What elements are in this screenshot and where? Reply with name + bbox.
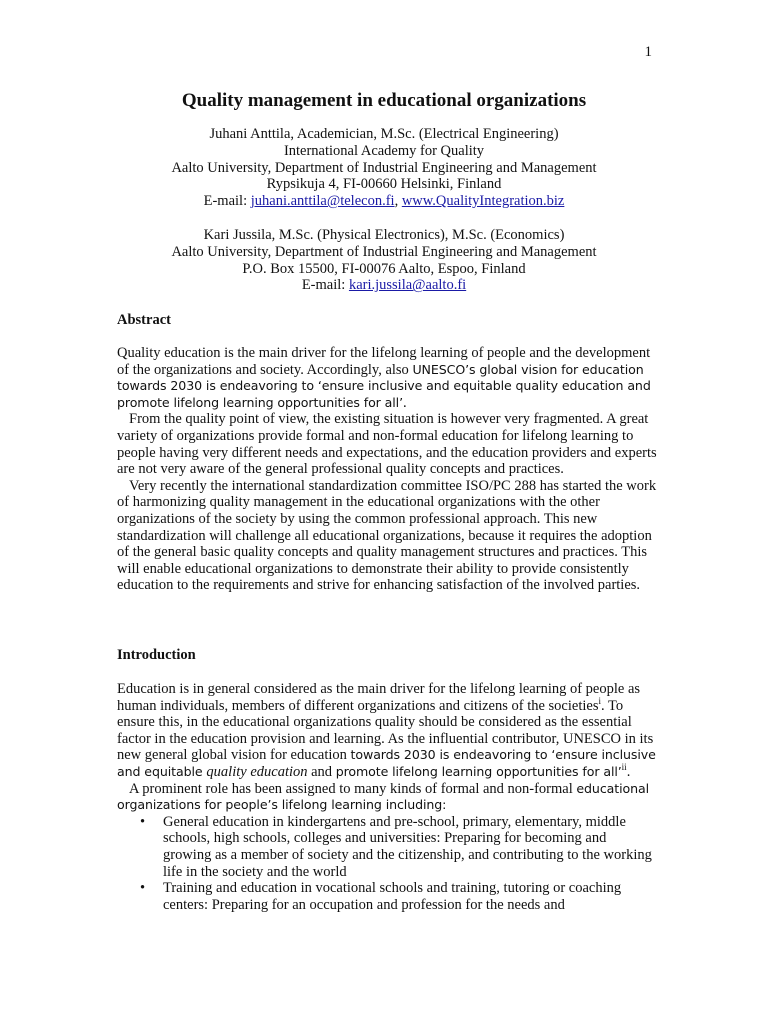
intro-p1-e: promote lifelong learning opportunities for all’ [335,763,622,779]
introduction-body [117,681,657,913]
introduction-heading: Introduction [117,647,196,663]
introduction-paragraph-1 [117,681,657,781]
author1-department: Aalto University, Department of Industrial Engineering and Management [171,159,597,176]
author2-email-label: E-mail: [301,277,349,294]
author2-contact [0,277,768,294]
page-number: 1 [644,44,652,60]
abstract-p1-text: Quality education is the main driver for the lifelong learning of people and the development of the organizations and society. Accordingly, also [117,345,651,378]
abstract-heading: Abstract [117,312,171,328]
abstract-p1-end: . [402,394,407,411]
author2-name: Kari Jussila, M.Sc. (Physical Electronics), M.Sc. (Economics) [203,227,565,243]
bullet-icon: • [140,880,146,897]
author-block-1 [0,126,768,210]
author1-email-link[interactable]: juhani.anttila@telecon.fi [250,193,395,210]
unesco-quote: UNESCO’s global vision for education towards 2030 is endeavoring to ‘ensure inclusive and equitable quality education and promote lifelong learning opportunities for all’ [117,361,651,410]
author1-address: Rypsikuja 4, FI-00660 Helsinki, Finland [266,176,502,193]
footnote-ref-ii[interactable]: ii [621,762,627,773]
footnote-ref-i[interactable]: i [598,695,601,706]
intro-p1-d: and [307,763,336,780]
list-item-text: Training and education in vocational schools and training, tutoring or coaching centers: Preparing for an occupation and profession for the needs and [163,880,622,913]
author1-affiliation: International Academy for Quality [283,142,485,159]
author-block-2 [0,227,768,294]
intro-p1-c: towards 2030 is endeavoring to ‘ensure inclusive and equitable [117,747,656,779]
intro-p2-b: educational organizations for people’s lifelong learning including: [117,780,649,813]
intro-p1-f: . [626,763,631,780]
education-type-list [117,814,657,914]
list-item [117,814,657,880]
list-item-text: General education in kindergartens and pre-school, primary, elementary, middle schools, high schools, colleges and universities: Preparing for becoming and growing as a member of society and the citizenship, and contributing to the working life in the society and the world [163,813,652,880]
author1-name: Juhani Anttila, Academician, M.Sc. (Electrical Engineering) [209,126,559,142]
author1-email-label: E-mail: [203,193,251,210]
intro-p2-a: A prominent role has been assigned to many kinds of formal and non-formal [129,780,577,797]
bullet-icon: • [140,813,146,830]
introduction-section [117,647,657,664]
author1-website-link[interactable]: www.QualityIntegration.biz [401,193,565,210]
author2-address: P.O. Box 15500, FI-00076 Aalto, Espoo, Finland [242,260,526,277]
abstract-section [117,312,657,329]
intro-emphasis: quality education [206,763,308,780]
abstract-paragraph-2: From the quality point of view, the existing situation is however very fragmented. A great variety of organizations provide formal and non-formal education for lifelong learning to people having very different needs and expectations, and the education providers and experts are not very aware of the general professional quality concepts and practices. [117,411,657,478]
intro-p1-a: Education is in general considered as the main driver for the lifelong learning of people as human individuals, members of different organizations and citizens of the societies [117,681,641,714]
author1-separator: , [394,193,402,210]
abstract-paragraph-1 [117,345,657,411]
introduction-paragraph-2 [117,781,657,814]
author2-email-link[interactable]: kari.jussila@aalto.fi [348,277,467,294]
abstract-paragraph-3: Very recently the international standardization committee ISO/PC 288 has started the work of harmonizing quality management in the educational organizations with the other organizations of the society by using the common professional approach. This new standardization will challenge all educational organizations, because it requires the adoption of the general basic quality concepts and quality management structures and practices. This will enable educational organizations to demonstrate their ability to provide consistently education to the requirements and strive for enhancing satisfaction of the involved parties. [117,477,657,594]
paper-title: Quality management in educational organizations [181,90,587,111]
author1-contact [0,193,768,210]
intro-p1-b: . To ensure this, in the educational organizations quality should be considered as the essential factor in the education provision and learning. As the influential contributor, UNESCO in its new general global vision for education [117,697,654,764]
author2-department: Aalto University, Department of Industrial Engineering and Management [171,243,597,260]
abstract-body [117,345,657,594]
list-item [117,880,657,913]
